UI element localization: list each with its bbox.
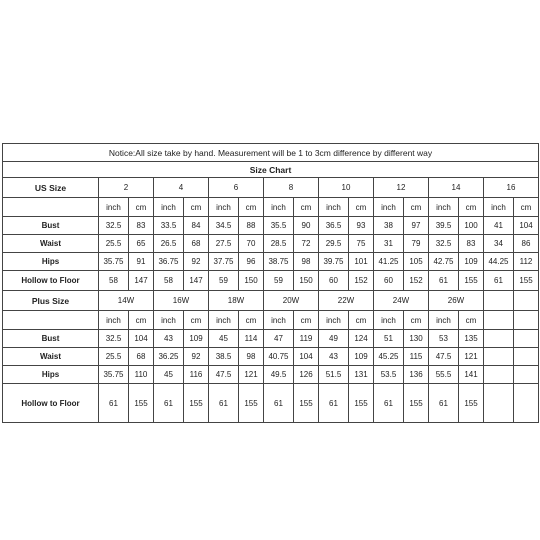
empty-cell [484, 330, 514, 348]
table-cell: 37.75 [209, 253, 239, 271]
unit-inch: inch [99, 311, 129, 330]
table-cell: 34 [484, 235, 514, 253]
table-cell: 61 [484, 271, 514, 291]
unit-cm: cm [184, 198, 209, 217]
unit-inch: inch [99, 198, 129, 217]
table-cell: 104 [514, 217, 539, 235]
plus-size-3: 20W [264, 291, 319, 311]
us-size-4: 10 [319, 178, 374, 198]
empty-cell [3, 311, 99, 330]
table-cell: 135 [459, 330, 484, 348]
unit-cm: cm [349, 198, 374, 217]
unit-inch: inch [209, 311, 239, 330]
table-cell: 55.5 [429, 366, 459, 384]
empty-cell [484, 311, 514, 330]
table-cell: 60 [374, 271, 404, 291]
table-cell: 53 [429, 330, 459, 348]
unit-inch: inch [209, 198, 239, 217]
table-cell: 124 [349, 330, 374, 348]
table-cell: 91 [129, 253, 154, 271]
plus-size-1: 16W [154, 291, 209, 311]
table-cell: 116 [184, 366, 209, 384]
plus-size-header-row [3, 291, 539, 311]
table-cell: 75 [349, 235, 374, 253]
empty-cell [514, 348, 539, 366]
unit-cm: cm [459, 311, 484, 330]
unit-inch: inch [429, 311, 459, 330]
unit-inch: inch [429, 198, 459, 217]
table-cell: 93 [349, 217, 374, 235]
table-row [3, 271, 539, 291]
table-row [3, 217, 539, 235]
table-cell: 47.5 [209, 366, 239, 384]
plus-size-2: 18W [209, 291, 264, 311]
table-cell: 150 [239, 271, 264, 291]
notice-row [3, 144, 539, 162]
table-cell: 49.5 [264, 366, 294, 384]
table-cell: 130 [404, 330, 429, 348]
table-cell: 97 [404, 217, 429, 235]
empty-cell [484, 348, 514, 366]
us-size-6: 14 [429, 178, 484, 198]
us-size-header-row [3, 178, 539, 198]
table-cell: 92 [184, 348, 209, 366]
table-cell: 47 [264, 330, 294, 348]
table-cell: 61 [99, 384, 129, 423]
table-cell: 88 [239, 217, 264, 235]
table-cell: 147 [129, 271, 154, 291]
unit-cm: cm [404, 198, 429, 217]
table-cell: 121 [459, 348, 484, 366]
table-cell: 39.5 [429, 217, 459, 235]
table-cell: 40.75 [264, 348, 294, 366]
table-cell: 45 [209, 330, 239, 348]
table-cell: 101 [349, 253, 374, 271]
empty-cell [514, 330, 539, 348]
title-row [3, 162, 539, 178]
table-cell: 72 [294, 235, 319, 253]
table-cell: 44.25 [484, 253, 514, 271]
table-cell: 36.5 [319, 217, 349, 235]
unit-inch: inch [484, 198, 514, 217]
table-cell: 32.5 [429, 235, 459, 253]
table-cell: 29.5 [319, 235, 349, 253]
table-cell: 60 [319, 271, 349, 291]
table-cell: 61 [429, 384, 459, 423]
table-cell: 100 [459, 217, 484, 235]
table-cell: 39.75 [319, 253, 349, 271]
table-row [3, 384, 539, 423]
table-cell: 61 [209, 384, 239, 423]
table-cell: 43 [319, 348, 349, 366]
table-cell: 35.75 [99, 366, 129, 384]
empty-cell [3, 198, 99, 217]
unit-inch: inch [154, 198, 184, 217]
unit-cm: cm [239, 311, 264, 330]
plus-size-0: 14W [99, 291, 154, 311]
table-cell: 112 [514, 253, 539, 271]
table-cell: 25.5 [99, 235, 129, 253]
empty-cell [514, 291, 539, 311]
row-label: Waist [3, 235, 99, 253]
table-row [3, 330, 539, 348]
row-label: Bust [3, 217, 99, 235]
unit-inch: inch [264, 198, 294, 217]
unit-cm: cm [404, 311, 429, 330]
table-cell: 32.5 [99, 330, 129, 348]
empty-cell [484, 366, 514, 384]
plus-size-4: 22W [319, 291, 374, 311]
empty-cell [514, 384, 539, 423]
empty-cell [514, 311, 539, 330]
unit-inch: inch [154, 311, 184, 330]
table-cell: 34.5 [209, 217, 239, 235]
table-cell: 119 [294, 330, 319, 348]
table-cell: 83 [459, 235, 484, 253]
row-label: Waist [3, 348, 99, 366]
table-cell: 51.5 [319, 366, 349, 384]
table-cell: 155 [459, 271, 484, 291]
table-cell: 98 [239, 348, 264, 366]
table-cell: 49 [319, 330, 349, 348]
table-cell: 33.5 [154, 217, 184, 235]
us-size-2: 6 [209, 178, 264, 198]
table-cell: 36.25 [154, 348, 184, 366]
row-label: Hollow to Floor [3, 384, 99, 423]
table-cell: 109 [459, 253, 484, 271]
notice-text: Notice:All size take by hand. Measurement will be 1 to 3cm difference by different way [3, 144, 539, 162]
table-cell: 61 [319, 384, 349, 423]
table-cell: 109 [349, 348, 374, 366]
unit-cm: cm [459, 198, 484, 217]
table-cell: 41.25 [374, 253, 404, 271]
unit-cm: cm [294, 311, 319, 330]
table-cell: 68 [184, 235, 209, 253]
row-label: Hips [3, 253, 99, 271]
table-cell: 105 [404, 253, 429, 271]
table-cell: 59 [264, 271, 294, 291]
table-cell: 104 [129, 330, 154, 348]
table-cell: 90 [294, 217, 319, 235]
table-cell: 35.5 [264, 217, 294, 235]
table-cell: 98 [294, 253, 319, 271]
table-cell: 27.5 [209, 235, 239, 253]
table-cell: 45 [154, 366, 184, 384]
table-cell: 41 [484, 217, 514, 235]
table-cell: 114 [239, 330, 264, 348]
table-cell: 61 [154, 384, 184, 423]
table-cell: 155 [129, 384, 154, 423]
table-cell: 115 [404, 348, 429, 366]
unit-inch: inch [264, 311, 294, 330]
table-cell: 68 [129, 348, 154, 366]
table-cell: 31 [374, 235, 404, 253]
table-cell: 86 [514, 235, 539, 253]
table-cell: 126 [294, 366, 319, 384]
unit-cm: cm [184, 311, 209, 330]
table-cell: 38 [374, 217, 404, 235]
unit-cm: cm [239, 198, 264, 217]
table-cell: 109 [184, 330, 209, 348]
table-cell: 155 [294, 384, 319, 423]
table-cell: 45.25 [374, 348, 404, 366]
table-cell: 61 [429, 271, 459, 291]
row-label: Bust [3, 330, 99, 348]
empty-cell [484, 384, 514, 423]
us-size-1: 4 [154, 178, 209, 198]
table-cell: 150 [294, 271, 319, 291]
plus-size-label: Plus Size [3, 291, 99, 311]
us-size-label: US Size [3, 178, 99, 198]
table-cell: 136 [404, 366, 429, 384]
plus-units-row [3, 311, 539, 330]
table-cell: 35.75 [99, 253, 129, 271]
table-cell: 59 [209, 271, 239, 291]
table-cell: 65 [129, 235, 154, 253]
table-row [3, 253, 539, 271]
unit-cm: cm [349, 311, 374, 330]
table-cell: 25.5 [99, 348, 129, 366]
table-cell: 58 [99, 271, 129, 291]
table-cell: 47.5 [429, 348, 459, 366]
table-cell: 61 [374, 384, 404, 423]
empty-cell [514, 366, 539, 384]
unit-cm: cm [129, 198, 154, 217]
table-cell: 131 [349, 366, 374, 384]
table-cell: 36.75 [154, 253, 184, 271]
chart-title: Size Chart [3, 162, 539, 178]
empty-cell [484, 291, 514, 311]
unit-inch: inch [319, 311, 349, 330]
unit-cm: cm [294, 198, 319, 217]
size-chart-container [2, 143, 537, 423]
table-cell: 110 [129, 366, 154, 384]
unit-cm: cm [129, 311, 154, 330]
table-cell: 147 [184, 271, 209, 291]
table-row [3, 235, 539, 253]
table-cell: 92 [184, 253, 209, 271]
table-cell: 83 [129, 217, 154, 235]
plus-size-5: 24W [374, 291, 429, 311]
row-label: Hollow to Floor [3, 271, 99, 291]
table-cell: 58 [154, 271, 184, 291]
us-size-5: 12 [374, 178, 429, 198]
table-cell: 141 [459, 366, 484, 384]
table-cell: 121 [239, 366, 264, 384]
table-cell: 152 [404, 271, 429, 291]
table-cell: 155 [459, 384, 484, 423]
table-row [3, 348, 539, 366]
table-cell: 96 [239, 253, 264, 271]
us-size-7: 16 [484, 178, 539, 198]
us-units-row [3, 198, 539, 217]
table-cell: 155 [349, 384, 374, 423]
table-cell: 51 [374, 330, 404, 348]
table-row [3, 366, 539, 384]
us-size-0: 2 [99, 178, 154, 198]
table-cell: 38.75 [264, 253, 294, 271]
table-cell: 155 [184, 384, 209, 423]
table-cell: 53.5 [374, 366, 404, 384]
size-chart-table [2, 143, 539, 423]
table-cell: 104 [294, 348, 319, 366]
unit-cm: cm [514, 198, 539, 217]
table-cell: 155 [404, 384, 429, 423]
us-size-3: 8 [264, 178, 319, 198]
table-cell: 152 [349, 271, 374, 291]
table-cell: 155 [239, 384, 264, 423]
table-cell: 42.75 [429, 253, 459, 271]
table-cell: 38.5 [209, 348, 239, 366]
table-cell: 28.5 [264, 235, 294, 253]
plus-size-6: 26W [429, 291, 484, 311]
unit-inch: inch [319, 198, 349, 217]
row-label: Hips [3, 366, 99, 384]
table-cell: 26.5 [154, 235, 184, 253]
table-cell: 79 [404, 235, 429, 253]
table-cell: 61 [264, 384, 294, 423]
table-cell: 155 [514, 271, 539, 291]
table-cell: 32.5 [99, 217, 129, 235]
table-cell: 70 [239, 235, 264, 253]
unit-inch: inch [374, 198, 404, 217]
table-cell: 43 [154, 330, 184, 348]
table-cell: 84 [184, 217, 209, 235]
unit-inch: inch [374, 311, 404, 330]
